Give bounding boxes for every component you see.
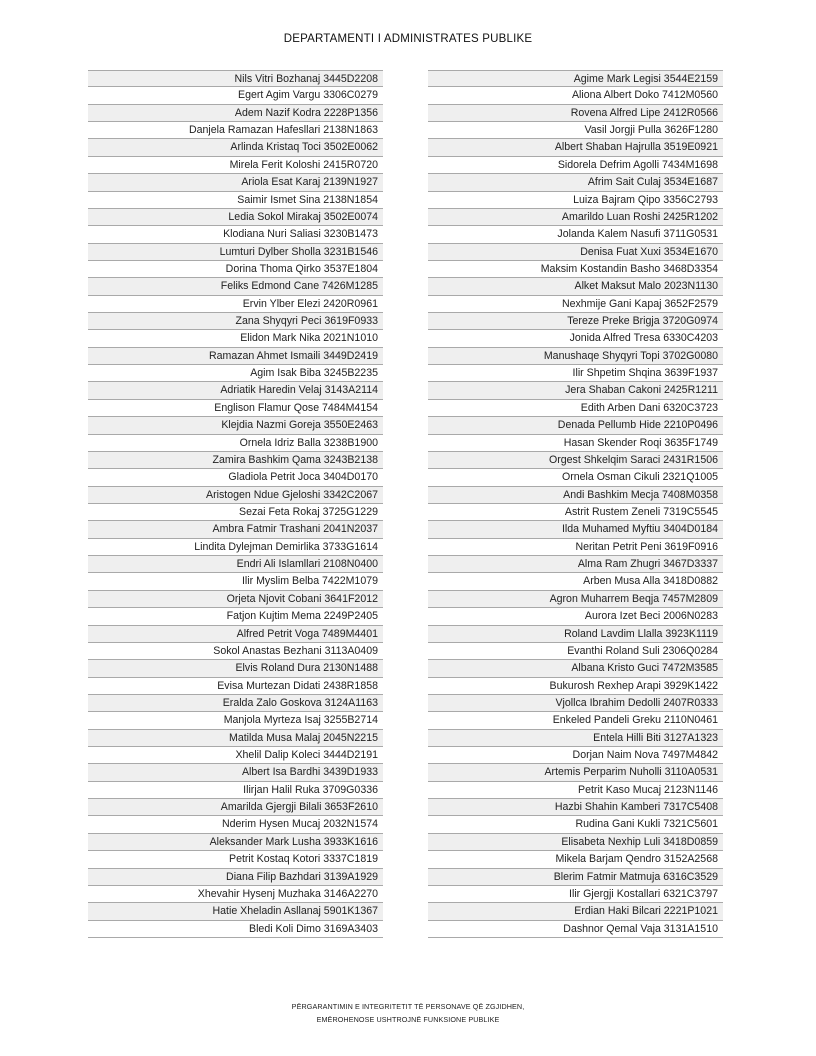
list-item: Englison Flamur Qose 7484M4154 bbox=[88, 400, 383, 417]
list-item: Lumturi Dylber Sholla 3231B1546 bbox=[88, 244, 383, 261]
list-item: Ilir Shpetim Shqina 3639F1937 bbox=[428, 365, 723, 382]
list-item: Endri Ali Islamllari 2108N0400 bbox=[88, 556, 383, 573]
footer-line-1: PËRGARANTIMIN E INTEGRITETIT TË PERSONAVE QË ZGJIDHEN, bbox=[291, 1002, 525, 1011]
list-item: Ilda Muhamed Myftiu 3404D0184 bbox=[428, 521, 723, 538]
list-item: Luiza Bajram Qipo 3356C2793 bbox=[428, 192, 723, 209]
list-item: Tereze Preke Brigja 3720G0974 bbox=[428, 313, 723, 330]
list-item: Eralda Zalo Goskova 3124A1163 bbox=[88, 695, 383, 712]
right-name-list bbox=[428, 70, 723, 938]
list-item: Klodiana Nuri Saliasi 3230B1473 bbox=[88, 226, 383, 243]
list-item: Vasil Jorgji Pulla 3626F1280 bbox=[428, 122, 723, 139]
footer-line-2: EMËROHENOSE USHTROJNË FUNKSIONE PUBLIKE bbox=[316, 1015, 500, 1024]
list-item: Manushaqe Shyqyri Topi 3702G0080 bbox=[428, 348, 723, 365]
list-item: Adem Nazif Kodra 2228P1356 bbox=[88, 105, 383, 122]
list-item: Alfred Petrit Voga 7489M4401 bbox=[88, 626, 383, 643]
list-item: Alket Maksut Malo 2023N1130 bbox=[428, 278, 723, 295]
list-item: Albert Isa Bardhi 3439D1933 bbox=[88, 764, 383, 781]
list-item: Lindita Dylejman Demirlika 3733G1614 bbox=[88, 539, 383, 556]
list-item: Evisa Murtezan Didati 2438R1858 bbox=[88, 678, 383, 695]
list-item: Amarilda Gjergji Bilali 3653F2610 bbox=[88, 799, 383, 816]
list-item: Sidorela Defrim Agolli 7434M1698 bbox=[428, 157, 723, 174]
list-item: Mirela Ferit Koloshi 2415R0720 bbox=[88, 157, 383, 174]
list-item: Manjola Myrteza Isaj 3255B2714 bbox=[88, 712, 383, 729]
list-item: Astrit Rustem Zeneli 7319C5545 bbox=[428, 504, 723, 521]
list-item: Elidon Mark Nika 2021N1010 bbox=[88, 330, 383, 347]
list-item: Enkeled Pandeli Greku 2110N0461 bbox=[428, 712, 723, 729]
list-item: Hazbi Shahin Kamberi 7317C5408 bbox=[428, 799, 723, 816]
list-item: Petrit Kostaq Kotori 3337C1819 bbox=[88, 851, 383, 868]
list-item: Nils Vitri Bozhanaj 3445D2208 bbox=[88, 70, 383, 87]
list-item: Nexhmije Gani Kapaj 3652F2579 bbox=[428, 296, 723, 313]
list-item: Dashnor Qemal Vaja 3131A1510 bbox=[428, 921, 723, 938]
list-item: Elisabeta Nexhip Luli 3418D0859 bbox=[428, 834, 723, 851]
list-item: Ledia Sokol Mirakaj 3502E0074 bbox=[88, 209, 383, 226]
list-item: Rovena Alfred Lipe 2412R0566 bbox=[428, 105, 723, 122]
list-item: Aleksander Mark Lusha 3933K1616 bbox=[88, 834, 383, 851]
list-item: Arlinda Kristaq Toci 3502E0062 bbox=[88, 139, 383, 156]
list-item: Evanthi Roland Suli 2306Q0284 bbox=[428, 643, 723, 660]
list-item: Elvis Roland Dura 2130N1488 bbox=[88, 660, 383, 677]
list-item: Aliona Albert Doko 7412M0560 bbox=[428, 87, 723, 104]
list-item: Ilirjan Halil Ruka 3709G0336 bbox=[88, 782, 383, 799]
list-item: Blerim Fatmir Matmuja 6316C3529 bbox=[428, 869, 723, 886]
list-item: Entela Hilli Biti 3127A1323 bbox=[428, 730, 723, 747]
list-item: Bukurosh Rexhep Arapi 3929K1422 bbox=[428, 678, 723, 695]
list-item: Ilir Gjergji Kostallari 6321C3797 bbox=[428, 886, 723, 903]
list-item: Ornela Osman Cikuli 2321Q1005 bbox=[428, 469, 723, 486]
list-item: Edith Arben Dani 6320C3723 bbox=[428, 400, 723, 417]
list-item: Diana Filip Bazhdari 3139A1929 bbox=[88, 869, 383, 886]
list-item: Matilda Musa Malaj 2045N2215 bbox=[88, 730, 383, 747]
list-item: Sokol Anastas Bezhani 3113A0409 bbox=[88, 643, 383, 660]
list-item: Denisa Fuat Xuxi 3534E1670 bbox=[428, 244, 723, 261]
list-item: Hasan Skender Roqi 3635F1749 bbox=[428, 435, 723, 452]
list-item: Vjollca Ibrahim Dedolli 2407R0333 bbox=[428, 695, 723, 712]
list-item: Dorjan Naim Nova 7497M4842 bbox=[428, 747, 723, 764]
list-item: Xhevahir Hysenj Muzhaka 3146A2270 bbox=[88, 886, 383, 903]
list-item: Neritan Petrit Peni 3619F0916 bbox=[428, 539, 723, 556]
list-item: Xhelil Dalip Koleci 3444D2191 bbox=[88, 747, 383, 764]
list-item: Bledi Koli Dimo 3169A3403 bbox=[88, 921, 383, 938]
list-item: Dorina Thoma Qirko 3537E1804 bbox=[88, 261, 383, 278]
list-item: Maksim Kostandin Basho 3468D3354 bbox=[428, 261, 723, 278]
list-item: Agime Mark Legisi 3544E2159 bbox=[428, 70, 723, 87]
list-item: Petrit Kaso Mucaj 2123N1146 bbox=[428, 782, 723, 799]
list-item: Mikela Barjam Qendro 3152A2568 bbox=[428, 851, 723, 868]
list-item: Klejdia Nazmi Goreja 3550E2463 bbox=[88, 417, 383, 434]
list-item: Danjela Ramazan Hafesllari 2138N1863 bbox=[88, 122, 383, 139]
list-item: Jera Shaban Cakoni 2425R1211 bbox=[428, 382, 723, 399]
list-item: Adriatik Haredin Velaj 3143A2114 bbox=[88, 382, 383, 399]
list-item: Erdian Haki Bilcari 2221P1021 bbox=[428, 903, 723, 920]
list-item: Orjeta Njovit Cobani 3641F2012 bbox=[88, 591, 383, 608]
list-item: Egert Agim Vargu 3306C0279 bbox=[88, 87, 383, 104]
list-item: Agron Muharrem Beqja 7457M2809 bbox=[428, 591, 723, 608]
list-item: Artemis Perparim Nuholli 3110A0531 bbox=[428, 764, 723, 781]
list-item: Ariola Esat Karaj 2139N1927 bbox=[88, 174, 383, 191]
page-footer bbox=[0, 1000, 816, 1026]
list-item: Albert Shaban Hajrulla 3519E0921 bbox=[428, 139, 723, 156]
list-item: Amarildo Luan Roshi 2425R1202 bbox=[428, 209, 723, 226]
list-item: Rudina Gani Kukli 7321C5601 bbox=[428, 816, 723, 833]
list-item: Zamira Bashkim Qama 3243B2138 bbox=[88, 452, 383, 469]
list-item: Alma Ram Zhugri 3467D3337 bbox=[428, 556, 723, 573]
list-item: Ilir Myslim Belba 7422M1079 bbox=[88, 573, 383, 590]
list-item: Agim Isak Biba 3245B2235 bbox=[88, 365, 383, 382]
list-item: Albana Kristo Guci 7472M3585 bbox=[428, 660, 723, 677]
list-item: Fatjon Kujtim Mema 2249P2405 bbox=[88, 608, 383, 625]
list-item: Ervin Ylber Elezi 2420R0961 bbox=[88, 296, 383, 313]
list-item: Aristogen Ndue Gjeloshi 3342C2067 bbox=[88, 487, 383, 504]
page-title: DEPARTAMENTI I ADMINISTRATES PUBLIKE bbox=[283, 33, 533, 45]
list-item: Ambra Fatmir Trashani 2041N2037 bbox=[88, 521, 383, 538]
list-item: Zana Shyqyri Peci 3619F0933 bbox=[88, 313, 383, 330]
list-item: Arben Musa Alla 3418D0882 bbox=[428, 573, 723, 590]
list-item: Feliks Edmond Cane 7426M1285 bbox=[88, 278, 383, 295]
list-item: Orgest Shkelqim Saraci 2431R1506 bbox=[428, 452, 723, 469]
list-item: Roland Lavdim Llalla 3923K1119 bbox=[428, 626, 723, 643]
list-item: Nderim Hysen Mucaj 2032N1574 bbox=[88, 816, 383, 833]
list-item: Afrim Sait Culaj 3534E1687 bbox=[428, 174, 723, 191]
list-item: Hatie Xheladin Asllanaj 5901K1367 bbox=[88, 903, 383, 920]
list-item: Jonida Alfred Tresa 6330C4203 bbox=[428, 330, 723, 347]
list-item: Gladiola Petrit Joca 3404D0170 bbox=[88, 469, 383, 486]
list-item: Sezai Feta Rokaj 3725G1229 bbox=[88, 504, 383, 521]
list-item: Ramazan Ahmet Ismaili 3449D2419 bbox=[88, 348, 383, 365]
list-item: Saimir Ismet Sina 2138N1854 bbox=[88, 192, 383, 209]
list-item: Ornela Idriz Balla 3238B1900 bbox=[88, 435, 383, 452]
list-item: Aurora Izet Beci 2006N0283 bbox=[428, 608, 723, 625]
list-item: Jolanda Kalem Nasufi 3711G0531 bbox=[428, 226, 723, 243]
left-name-list bbox=[88, 70, 383, 938]
list-item: Andi Bashkim Mecja 7408M0358 bbox=[428, 487, 723, 504]
list-item: Denada Pellumb Hide 2210P0496 bbox=[428, 417, 723, 434]
